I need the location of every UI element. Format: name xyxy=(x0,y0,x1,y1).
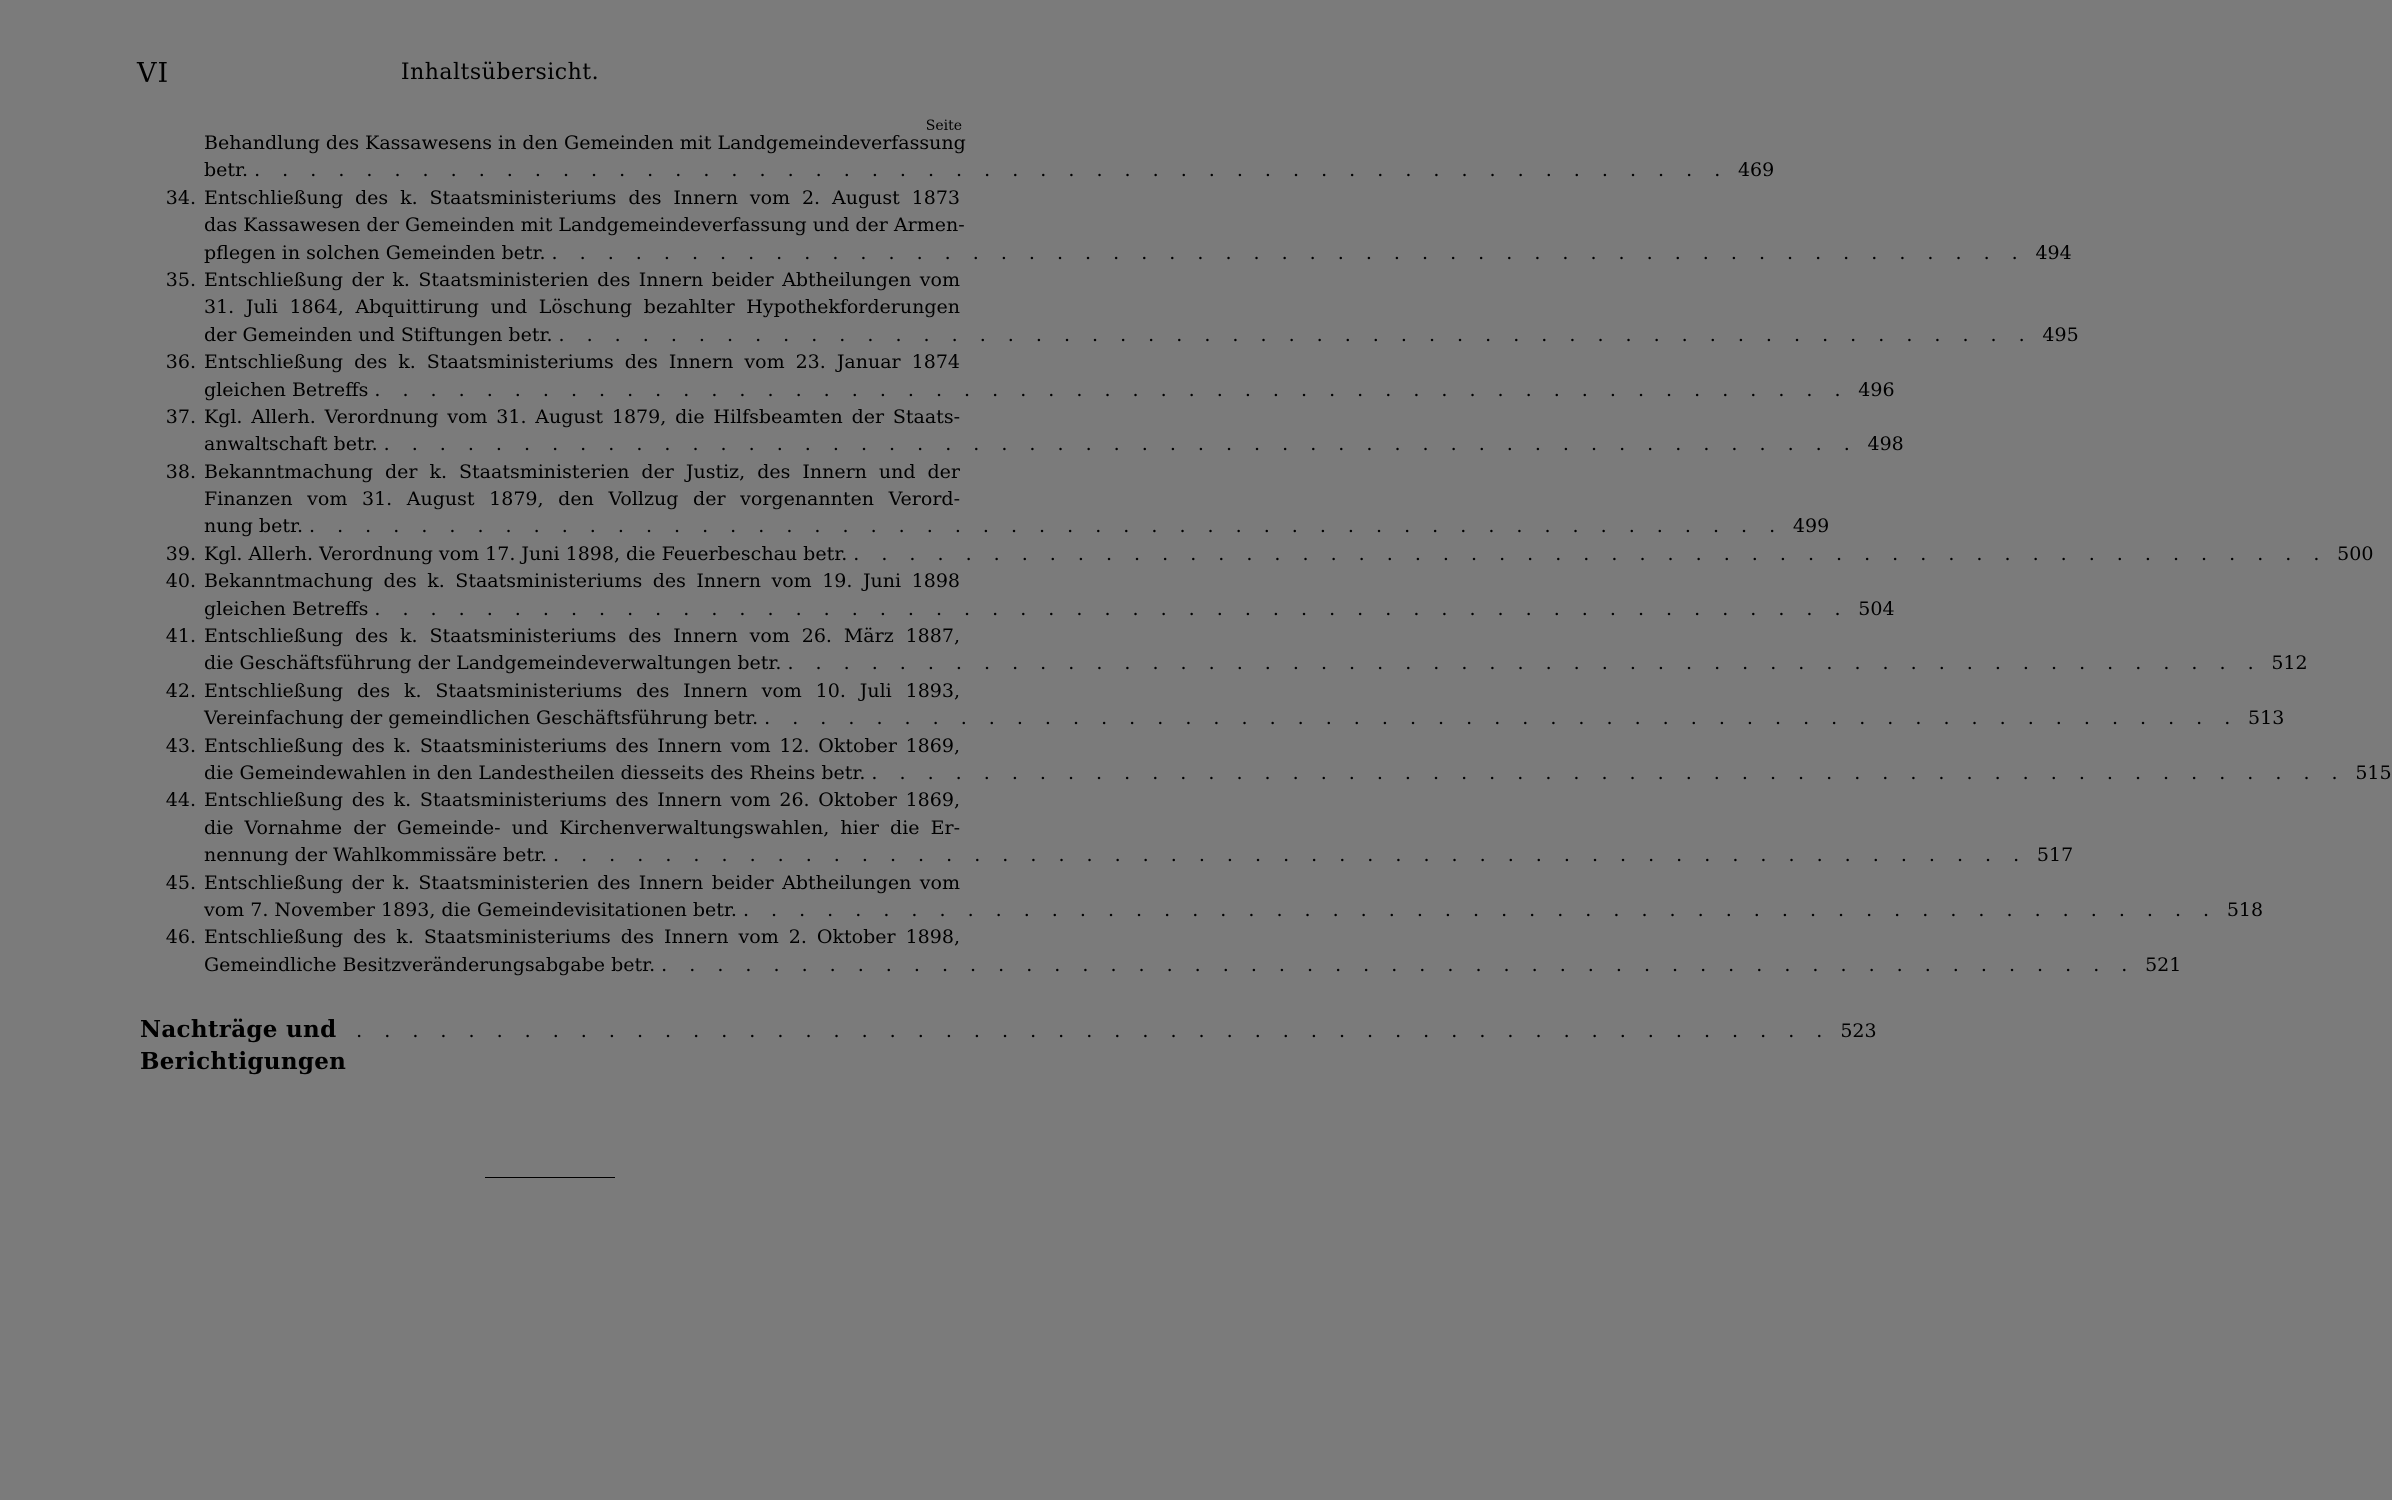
entry-last-line xyxy=(204,650,2308,677)
entry-number: 38. xyxy=(165,460,196,483)
toc-entry xyxy=(0,568,1895,623)
entry-page-number: 512 xyxy=(2271,652,2308,675)
leader-dots: . . . . . . . . . . . . . . . . . . . . . . . . . . . . . . . . . . . . . . . . . . . . . . . . . . . . . xyxy=(764,707,2239,730)
entry-line: Kgl. Allerh. Verordnung vom 31. August 1879, die Hilfsbeamten der Staats- xyxy=(204,405,960,428)
entry-last-line xyxy=(204,322,2079,349)
entry-line: Bekanntmachung des k. Staatsministeriums des Innern vom 19. Juni 1898 xyxy=(204,570,960,593)
entry-line: Entschließung des k. Staatsministeriums des Innern vom 2. August 1873 xyxy=(204,186,960,209)
entry-text: die Geschäftsführung der Landgemeindeverwaltungen betr. xyxy=(204,652,782,675)
leader-dots: . . . . . . . . . . . . . . . . . . . . . . . . . . . . . . . . . . . . . . . . . . . . . . . . . . . . . xyxy=(661,953,2136,976)
entry-number: 46. xyxy=(165,926,196,949)
leader-dots: . . . . . . . . . . . . . . . . . . . . . . . . . . . . . . . . . . . . . . . . . . . . . . . . . . . . . xyxy=(742,898,2218,921)
toc-entry xyxy=(0,459,1830,541)
entry-last-line xyxy=(204,760,2392,787)
entry-last-line xyxy=(204,431,1904,458)
entry-last-line xyxy=(204,240,2072,267)
entry-number: 39. xyxy=(165,542,196,565)
entry-text: nennung der Wahlkommissäre betr. xyxy=(204,844,548,867)
entry-line: Entschließung der k. Staatsministerien des Innern beider Abtheilungen vom xyxy=(204,871,960,894)
leader-dots: . . . . . . . . . . . . . . . . . . . . . . . . . . . . . . . . . . . . . . . . . . . . . . . . . . . . . xyxy=(853,542,2328,565)
entry-page-number: 496 xyxy=(1858,378,1895,401)
entry-number: 40. xyxy=(165,570,196,593)
toc-entry xyxy=(0,733,2392,788)
entry-last-line xyxy=(204,705,2285,732)
seite-column-label: Seite xyxy=(925,118,962,134)
toc-entry xyxy=(0,870,2264,925)
entry-number: 44. xyxy=(165,789,196,812)
toc-entry xyxy=(0,787,2074,869)
entry-number: 45. xyxy=(165,871,196,894)
entry-page-number: 495 xyxy=(2042,323,2079,346)
running-title: Inhaltsübersicht. xyxy=(400,60,600,85)
leader-dots: . . . . . . . . . . . . . . . . . . . . . . . . . . . . . . . . . . . . . . . . . . . . . . . . . . . . . xyxy=(558,323,2033,346)
toc-entry xyxy=(0,404,1904,459)
entry-text: Gemeindliche Besitzveränderungsabgabe betr. xyxy=(204,953,656,976)
leader-dots: . . . . . . . . . . . . . . . . . . . . . . . . . . . . . . . . . . . . . . . . . . . . . . . . . . . . . xyxy=(871,761,2346,784)
entry-line: die Vornahme der Gemeinde- und Kirchenverwaltungswahlen, hier die Er- xyxy=(204,816,960,839)
entry-text: gleichen Betreffs xyxy=(204,597,369,620)
toc-entry xyxy=(0,267,2079,349)
leader-dots: . . . . . . . . . . . . . . . . . . . . . . . . . . . . . . . . . . . . . . . . . . . . . . . . . . . . . xyxy=(309,515,1784,538)
toc-entry xyxy=(0,678,2285,733)
toc-entry xyxy=(0,541,2374,568)
entry-number: 37. xyxy=(165,405,196,428)
nachtraege-title: Nachträge und Berichtigungen xyxy=(140,1016,347,1075)
entry-text: Kgl. Allerh. Verordnung vom 17. Juni 1898, die Feuerbeschau betr. xyxy=(204,542,848,565)
entry-text: die Gemeindewahlen in den Landestheilen diesseits des Rheins betr. xyxy=(204,761,866,784)
entry-text: gleichen Betreffs xyxy=(204,378,369,401)
entry-line: Bekanntmachung der k. Staatsministerien der Justiz, des Innern und der xyxy=(204,460,960,483)
entry-line: Entschließung des k. Staatsministeriums des Innern vom 12. Oktober 1869, xyxy=(204,734,960,757)
leader-dots: . . . . . . . . . . . . . . . . . . . . . . . . . . . . . . . . . . . . . . . . . . . . . . . . . . . . . xyxy=(383,433,1858,456)
toc-entry xyxy=(0,924,2182,979)
entry-number: 42. xyxy=(165,679,196,702)
entry-text: vom 7. November 1893, die Gemeindevisitationen betr. xyxy=(204,898,737,921)
entry-page-number: 504 xyxy=(1858,597,1895,620)
leader-dots: . . . . . . . . . . . . . . . . . . . . . . . . . . . . . . . . . . . . . . . . . . . . . . . . . . . . . xyxy=(374,378,1849,401)
entry-page-number: 498 xyxy=(1867,433,1904,456)
toc-entry xyxy=(0,130,1775,185)
entry-number: 34. xyxy=(165,186,196,209)
entry-line: Entschließung des k. Staatsministeriums des Innern vom 26. Oktober 1869, xyxy=(204,789,960,812)
entry-page-number: 499 xyxy=(1792,515,1830,538)
entry-number: 41. xyxy=(165,625,196,648)
leader-dots: . . . . . . . . . . . . . . . . . . . . . . . . . . . . . . . . . . . . . . . . . . . . . . . . . . . . . xyxy=(374,597,1849,620)
entry-last-line xyxy=(204,596,1895,623)
toc-entry xyxy=(0,349,1895,404)
entry-line: 31. Juli 1864, Abquittirung und Löschung bezahlter Hypothekforderungen xyxy=(204,296,960,319)
entry-last-line xyxy=(204,842,2074,869)
entry-last-line xyxy=(204,541,2374,568)
entry-text: pflegen in solchen Gemeinden betr. xyxy=(204,241,546,264)
entry-text: betr. xyxy=(204,159,249,182)
entry-text: der Gemeinden und Stiftungen betr. xyxy=(204,323,553,346)
entry-number: 36. xyxy=(165,351,196,374)
leader-dots: . . . . . . . . . . . . . . . . . . . . . . . . . . . . . . . . . . . . . . . . . . . . . . . . . . . . . xyxy=(787,652,2262,675)
entry-line: Entschließung der k. Staatsministerien des Innern beider Abtheilungen vom xyxy=(204,268,960,291)
entry-page-number: 521 xyxy=(2145,953,2182,976)
entry-line: Entschließung des k. Staatsministeriums des Innern vom 2. Oktober 1898, xyxy=(204,926,960,949)
entry-last-line xyxy=(204,897,2264,924)
entry-page-number: 518 xyxy=(2226,898,2264,921)
entry-last-line xyxy=(204,377,1895,404)
page-number-roman: VI xyxy=(137,58,170,89)
entry-page-number: 515 xyxy=(2355,761,2392,784)
entry-text: nung betr. xyxy=(204,515,303,538)
entry-line: Entschließung des k. Staatsministeriums des Innern vom 23. Januar 1874 xyxy=(204,351,960,374)
entry-text: Vereinfachung der gemeindlichen Geschäftsführung betr. xyxy=(204,707,759,730)
leader-dots: . . . . . . . . . . . . . . . . . . . . . . . . . . . . . . . . . . . . . . . . . . . . . . . . . . . . . xyxy=(356,1020,1831,1042)
entry-last-line xyxy=(204,157,1775,184)
entry-page-number: 500 xyxy=(2337,542,2374,565)
entry-page-number: 494 xyxy=(2035,241,2072,264)
entry-line: Behandlung des Kassawesens in den Gemeinden mit Landgemeindeverfassung xyxy=(204,132,966,154)
entry-number: 35. xyxy=(165,268,196,291)
entry-page-number: 513 xyxy=(2248,707,2285,730)
toc-entry xyxy=(0,185,2072,267)
nachtraege-page: 523 xyxy=(1840,1020,1877,1042)
leader-dots: . . . . . . . . . . . . . . . . . . . . . . . . . . . . . . . . . . . . . . . . . . . . . . . . . . . . . xyxy=(254,159,1729,182)
entry-line: Entschließung des k. Staatsministeriums des Innern vom 26. März 1887, xyxy=(204,625,960,648)
entry-last-line xyxy=(204,952,2182,979)
toc-entry xyxy=(0,623,2308,678)
entry-page-number: 469 xyxy=(1737,159,1775,182)
leader-dots: . . . . . . . . . . . . . . . . . . . . . . . . . . . . . . . . . . . . . . . . . . . . . . . . . . . . . xyxy=(553,844,2028,867)
entry-last-line xyxy=(204,513,1830,540)
entry-line: Entschließung des k. Staatsministeriums des Innern vom 10. Juli 1893, xyxy=(204,679,960,702)
entry-line: das Kassawesen der Gemeinden mit Landgemeindeverfassung und der Armen- xyxy=(204,214,965,237)
table-of-contents xyxy=(0,130,2392,979)
nachtraege-entry xyxy=(140,1014,1877,1075)
closing-rule xyxy=(485,1177,615,1178)
entry-line: Finanzen vom 31. August 1879, den Vollzug der vorgenannten Verord- xyxy=(204,488,960,511)
entry-text: anwaltschaft betr. xyxy=(204,433,378,456)
entry-page-number: 517 xyxy=(2036,844,2074,867)
leader-dots: . . . . . . . . . . . . . . . . . . . . . . . . . . . . . . . . . . . . . . . . . . . . . . . . . . . . . xyxy=(551,241,2026,264)
entry-number: 43. xyxy=(165,734,196,757)
